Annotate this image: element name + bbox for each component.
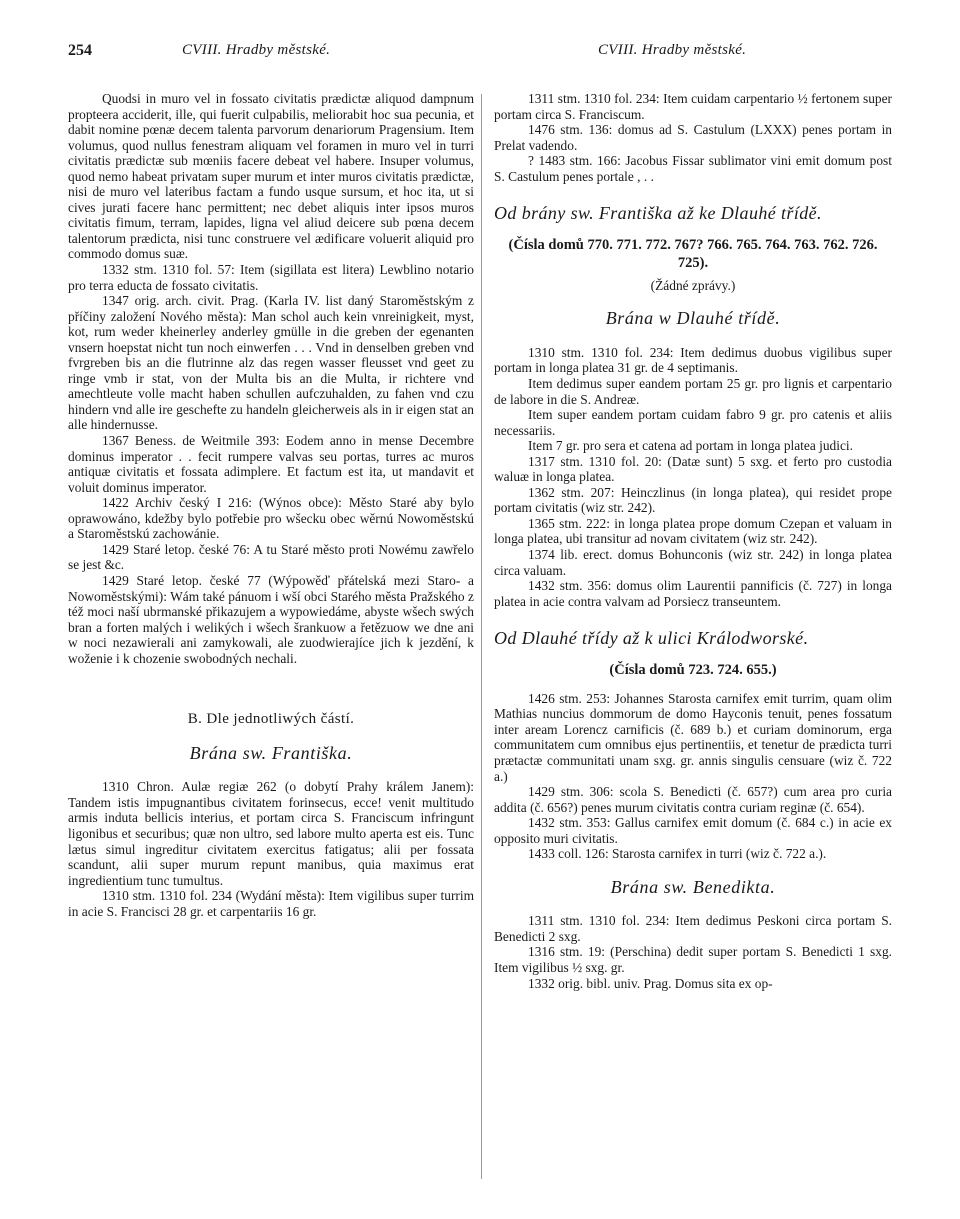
- header-left-title: CVIII. Hradby městské.: [182, 42, 331, 58]
- paragraph: Quodsi in muro vel in fossato civitatis prædictæ aliquod dampnum propteera acciderit, ille, qui fuerit culpabilis, meliorabit hoc sua pecunia, et dabit nomine pœnæ decem talenta parvorum denariorum Pragensium. Item volumus, quod nullus fenestram aliquam vel foramen in muro vel in turri civitatis prædictæ sub mœniis facere debeat vel habere. Insuper volumus, quod nemo habeat privatam super murum et inter muros civitatis prædictæ, nisi de muro vel lateribus factam a fundo usque sursum, et hoc ita, ut si cives jurati facere hanc permittent; nec debet aliquis inter ipsos muros civitatis fimum, terram, lapides, ligna vel aliud deicere sub pœna decem talentorum prædicta, nisi tunc construere vel ædificare voluerit aliquid pro commodo domus suæ.: [68, 91, 474, 262]
- paragraph: Item super eandem portam cuidam fabro 9 gr. pro catenis et aliis necessariis.: [494, 407, 892, 438]
- page-number: 254: [68, 42, 92, 59]
- section-title: Od brány sw. Františka až ke Dlauhé třídě.: [494, 203, 822, 224]
- paragraph: 1429 stm. 306: scola S. Benedicti (č. 657?) cum area pro curia addita (č. 656?) penes murum civitatis contra curiam reginæ (č. 654).: [494, 784, 892, 815]
- paragraph: 1374 lib. erect. domus Bohunconis (wiz str. 242) in longa platea circa valuam.: [494, 547, 892, 578]
- column-divider: [481, 94, 482, 1179]
- running-header: [68, 42, 898, 64]
- paragraph: 1347 orig. arch. civit. Prag. (Karla IV. list daný Staroměstským z příčiny založení Nového města): Man schol auch kein vnreinigkeit, myst, kot, rum weder kheinerley anderley gmülle in die greben der egenanten vnsern hoepstat nicht tun noch einwerfen . . . Vnd in denselben greben vnd fvrgreben bis an die flutrinne alz das regen wasser fleusset vnd geet zu ringe vmb ir stat, von der Multa bis an die Multa, ir richtere vnd amechtleute volle macht haben schullen aufczuhalden, zu fahen vnd czu hindern vnd alle ire geschefte zu handeln gleicherweis als in ir eigen stat an alle hindernusse.: [68, 293, 474, 433]
- paragraph: 1432 stm. 353: Gallus carnifex emit domum (č. 684 c.) in acie ex opposito muri civitatis.: [494, 815, 892, 846]
- right-column: [494, 91, 892, 991]
- subsection-title: Brána w Dlauhé třídě.: [605, 308, 781, 329]
- paragraph: 1476 stm. 136: domus ad S. Castulum (LXXX) penes portam in Prelat vadendo.: [494, 122, 892, 153]
- paragraph: 1310 Chron. Aulæ regiæ 262 (o dobytí Prahy králem Janem): Tandem istis impugnantibus civitatem forinsecus, ecce! venit multitudo armis induta bellicis interius, et portam circa S. Franciscum infringunt ligonibus et securibus; quæ non ultro, sed labore multo aperta est eis. Tunc lætus simul ingreditur civitatem exercitus fatigatus; alii per fossata scandunt, alii super murum repunt manibus, quia maximus erat ingredientium tunc tumultus.: [68, 779, 474, 888]
- no-reports-note: (Žádné zprávy.): [650, 277, 736, 293]
- paragraph: 1332 stm. 1310 fol. 57: Item (sigillata est litera) Lewblino notario pro terra educta de fossato civitatis.: [68, 262, 474, 293]
- paragraph: 1310 stm. 1310 fol. 234: Item dedimus duobus vigilibus super portam in longa platea 31 gr. de 4 septimanis.: [494, 344, 892, 376]
- house-numbers: (Čísla domů 770. 771. 772. 767? 766. 765. 764. 763. 762. 726. 725).: [508, 236, 878, 271]
- paragraph: 1311 stm. 1310 fol. 234: Item cuidam carpentario ½ fertonem super portam circa S. Franciscum.: [494, 91, 892, 122]
- paragraph: 1311 stm. 1310 fol. 234: Item dedimus Peskoni circa portam S. Benedicti 2 sxg.: [494, 913, 892, 944]
- paragraph: 1365 stm. 222: in longa platea prope domum Czepan et valuam in longa platea, ubi transitur ad novam civitatem (wiz str. 242).: [494, 515, 892, 547]
- paragraph: 1429 Staré letop. české 77 (Wýpowěď přátelská mezi Staro- a Nowoměstskými): Wám také pánuom i wší obci Starého města Pražského z též moci naší ubrmanské přikazujem a wypowiedáme, abyste wšech swých bran a forten malých i welikých i wšech šrankuow a řetězuow we dne ani w noci nezawierali ani zamykowali, ale zuodwierajíce jich k jezdění, k woženie i k chozenie swobodných nechali.: [68, 572, 474, 666]
- paragraph: 1432 stm. 356: domus olim Laurentii pannificis (č. 727) in longa platea in acie contra valvam ad Porsiecz transeuntem.: [494, 578, 892, 609]
- left-column: [68, 91, 474, 919]
- paragraph: ? 1483 stm. 166: Jacobus Fissar sublimator vini emit domum post S. Castulum penes portale , . .: [494, 153, 892, 184]
- subsection-title: Brána sw. Benedikta.: [610, 876, 776, 897]
- paragraph: 1310 stm. 1310 fol. 234 (Wydání města): Item vigilibus super turrim in acie S. Francisci 28 gr. et carpentariis 16 gr.: [68, 888, 474, 919]
- paragraph: 1317 stm. 1310 fol. 20: (Datæ sunt) 5 sxg. et ferto pro custodia waluæ in longa platea.: [494, 453, 892, 485]
- paragraph: Item 7 gr. pro sera et catena ad portam in longa platea judici.: [528, 438, 853, 454]
- header-right-title: CVIII. Hradby městské.: [598, 42, 747, 58]
- paragraph: 1422 Archiv český I 216: (Wýnos obce): Město Staré aby bylo oprawowáno, kdežby bylo potřebie pro wšecku obec wěrnú Nowoměstskú a Staroměstskú zachowánie.: [68, 495, 474, 542]
- paragraph: Item dedimus super eandem portam 25 gr. pro lignis et carpentario de labore in die S. Andreæ.: [494, 376, 892, 407]
- section-title: Od Dlauhé třídy až k ulici Králodworské.: [494, 628, 809, 649]
- paragraph: 1426 stm. 253: Johannes Starosta carnifex emit turrim, quam olim Mathias nuncius dommorum de domo Hayconis tenuit, penes fossatum inter aream Lorencz carnificis (č. 689 b.) et curiam dominorum, erga communitatem cum omnibus ejus pertinentiis, et tenetur de prædicta turri prætactæ communitati unam sxg. gr. annis singulis censuare (wiz č. 722 a.): [494, 690, 892, 784]
- paragraph: 1332 orig. bibl. univ. Prag. Domus sita ex op-: [528, 975, 773, 991]
- paragraph: 1362 stm. 207: Heinczlinus (in longa platea), qui residet prope portam civitatis (wiz str. 242).: [494, 484, 892, 516]
- subsection-title: Brána sw. Františka.: [189, 742, 353, 763]
- paragraph: 1316 stm. 19: (Perschina) dedit super portam S. Benedicti 1 sxg. Item vigilibus ½ sxg. gr.: [494, 944, 892, 975]
- paragraph: 1433 coll. 126: Starosta carnifex in turri (wiz č. 722 a.).: [528, 846, 827, 862]
- paragraph: 1429 Staré letop. české 76: A tu Staré město proti Nowému zawřelo se jest &c.: [68, 541, 474, 573]
- section-heading: B. Dle jednotliwých částí.: [187, 711, 355, 728]
- paragraph: 1367 Beness. de Weitmile 393: Eodem anno in mense Decembre dominus imperator . . fecit rumpere valvas seu portas, turres ac muros antiquæ civitatis et fossata adimplere. Et factum est ita, ut mandavit et voluit dominus imperator.: [68, 433, 474, 495]
- house-numbers: (Čísla domů 723. 724. 655.): [609, 661, 777, 678]
